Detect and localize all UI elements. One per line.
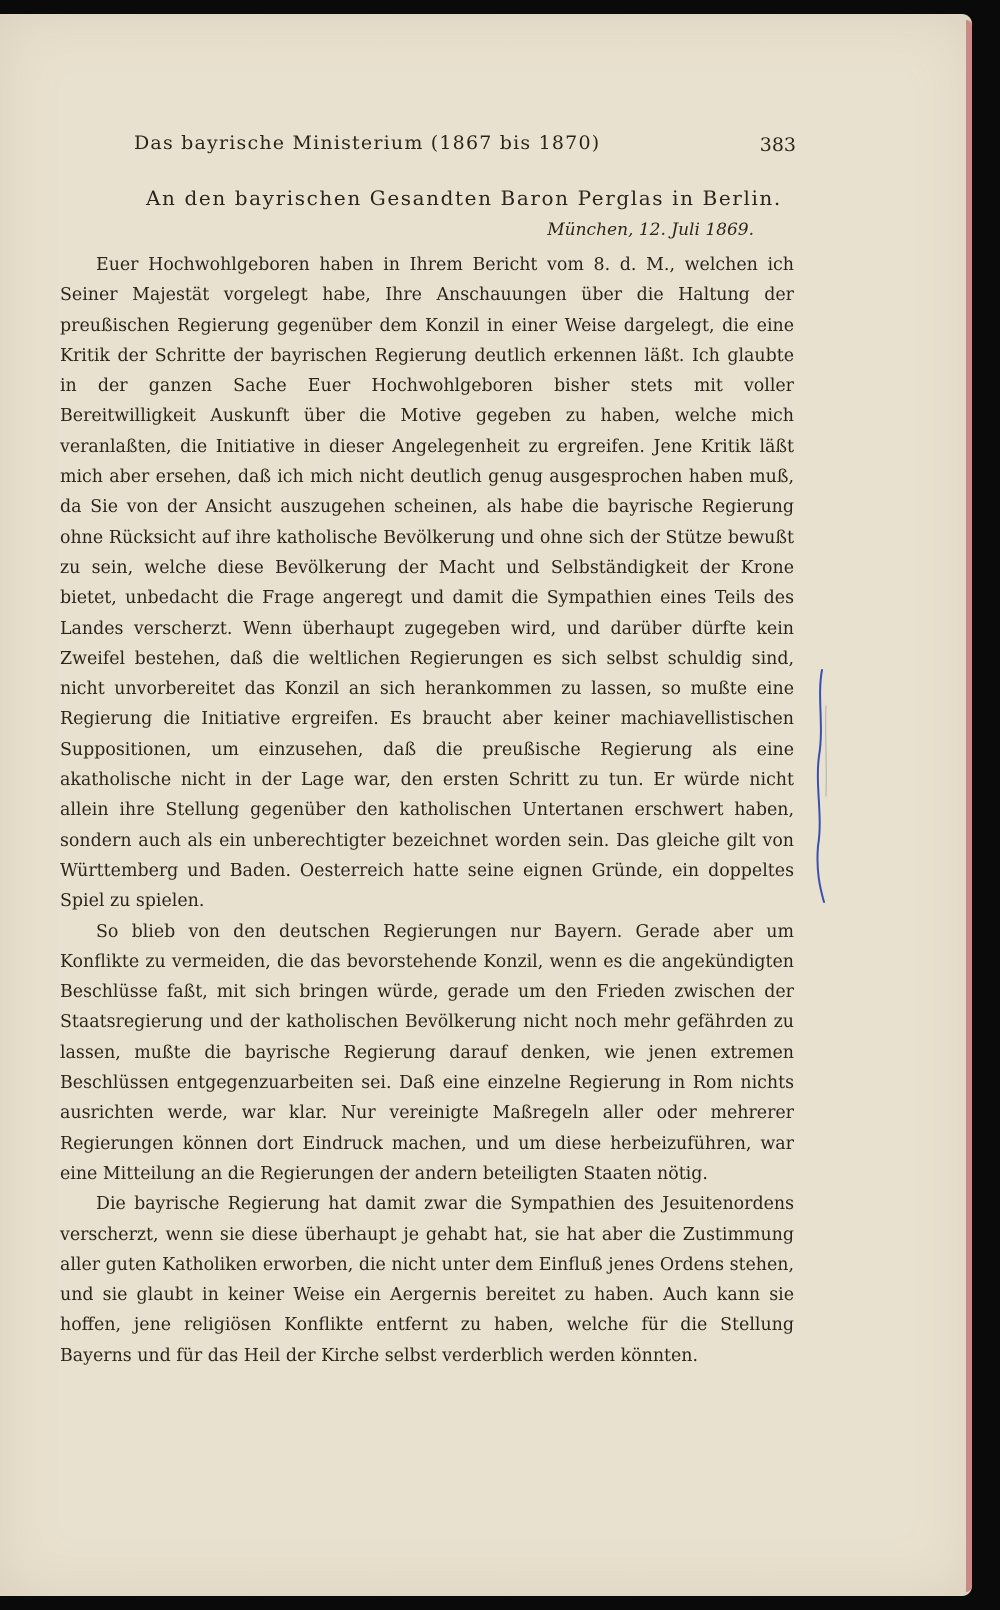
letter-heading: An den bayrischen Gesandten Baron Perglas in Berlin. xyxy=(146,186,782,210)
paragraph-3: Die bayrische Regierung hat damit zwar die Sympathien des Jesuitenordens verscherzt, wenn sie diese überhaupt je gehabt hat, sie hat aber die Zustimmung aller guten Katholiken erworben, die nicht unter dem Einfluß jenes Ordens stehen, und sie glaubt in keiner Weise ein Aergernis bereitet zu haben. Auch kann sie hoffen, jene religiösen Konflikte entfernt zu haben, welche für die Stellung Bayerns und für das Heil der Kirche selbst verderblich werden könnten. xyxy=(60,1194,794,1366)
running-head xyxy=(60,132,794,162)
letter-dateline: München, 12. Juli 1869. xyxy=(547,220,754,240)
running-title: Das bayrische Ministerium (1867 bis 1870) xyxy=(134,132,601,154)
margin-pencil-mark xyxy=(808,666,832,906)
page xyxy=(0,14,972,1596)
letter-body xyxy=(60,250,794,1371)
paragraph-2: So blieb von den deutschen Regierungen nur Bayern. Gerade aber um Konflikte zu vermeiden, die das bevorstehende Konzil, wenn es die angekündigten Beschlüsse faßt, mit sich bringen würde, gerade um den Frieden zwischen der Staatsregierung und der katholischen Bevölkerung nicht noch mehr gefährden zu lassen, mußte die bayrische Regierung darauf denken, wie jenen extremen Beschlüssen entgegenzuarbeiten sei. Daß eine einzelne Regierung in Rom nichts ausrichten werde, war klar. Nur vereinigte Maßregeln aller oder mehrerer Regierungen können dort Eindruck machen, und um diese herbeizuführen, war eine Mitteilung an die Regierungen der andern beteiligten Staaten nötig. xyxy=(60,921,794,1184)
paragraph-1: Euer Hochwohlgeboren haben in Ihrem Bericht vom 8. d. M., welchen ich Seiner Majestät vorgelegt habe, Ihre Anschauungen über die Haltung der preußischen Regierung gegenüber dem Konzil in einer Weise dargelegt, die eine Kritik der Schritte der bayrischen Regierung deutlich erkennen läßt. Ich glaubte in der ganzen Sache Euer Hochwohlgeboren bisher stets mit voller Bereitwilligkeit Auskunft über die Motive gegeben zu haben, welche mich veranlaßten, die Initiative in dieser Angelegenheit zu ergreifen. Jene Kritik läßt mich aber ersehen, daß ich mich nicht deutlich genug ausgesprochen haben muß, da Sie von der Ansicht auszugehen scheinen, als habe die bayrische Regierung ohne Rücksicht auf ihre katholische Bevölkerung und ohne sich der Stütze bewußt zu sein, welche diese Bevölkerung der Macht und Selbständigkeit der Krone bietet, unbedacht die Frage angeregt und damit die Sympathien eines Teils des Landes verscherzt. Wenn überhaupt zugegeben wird, und darüber dürfte kein Zweifel bestehen, daß die weltlichen Regierungen es sich selbst schuldig sind, nicht unvorbereitet das Konzil an sich herankommen zu lassen, so mußte eine Regierung die Initiative ergreifen. Es braucht aber keiner machiavellistischen Suppositionen, um einzusehen, daß die preußische Regierung als eine akatholische nicht in der Lage war, den ersten Schritt zu tun. Er würde nicht allein ihre Stellung gegenüber den katholischen Untertanen erschwert haben, sondern auch als ein unberechtigter bezeichnet worden sein. Das gleiche gilt von Württemberg und Baden. Oesterreich hatte seine eignen Gründe, ein doppeltes Spiel zu spielen. xyxy=(60,255,794,912)
page-number: 383 xyxy=(759,134,796,156)
red-page-edge xyxy=(966,20,972,1592)
